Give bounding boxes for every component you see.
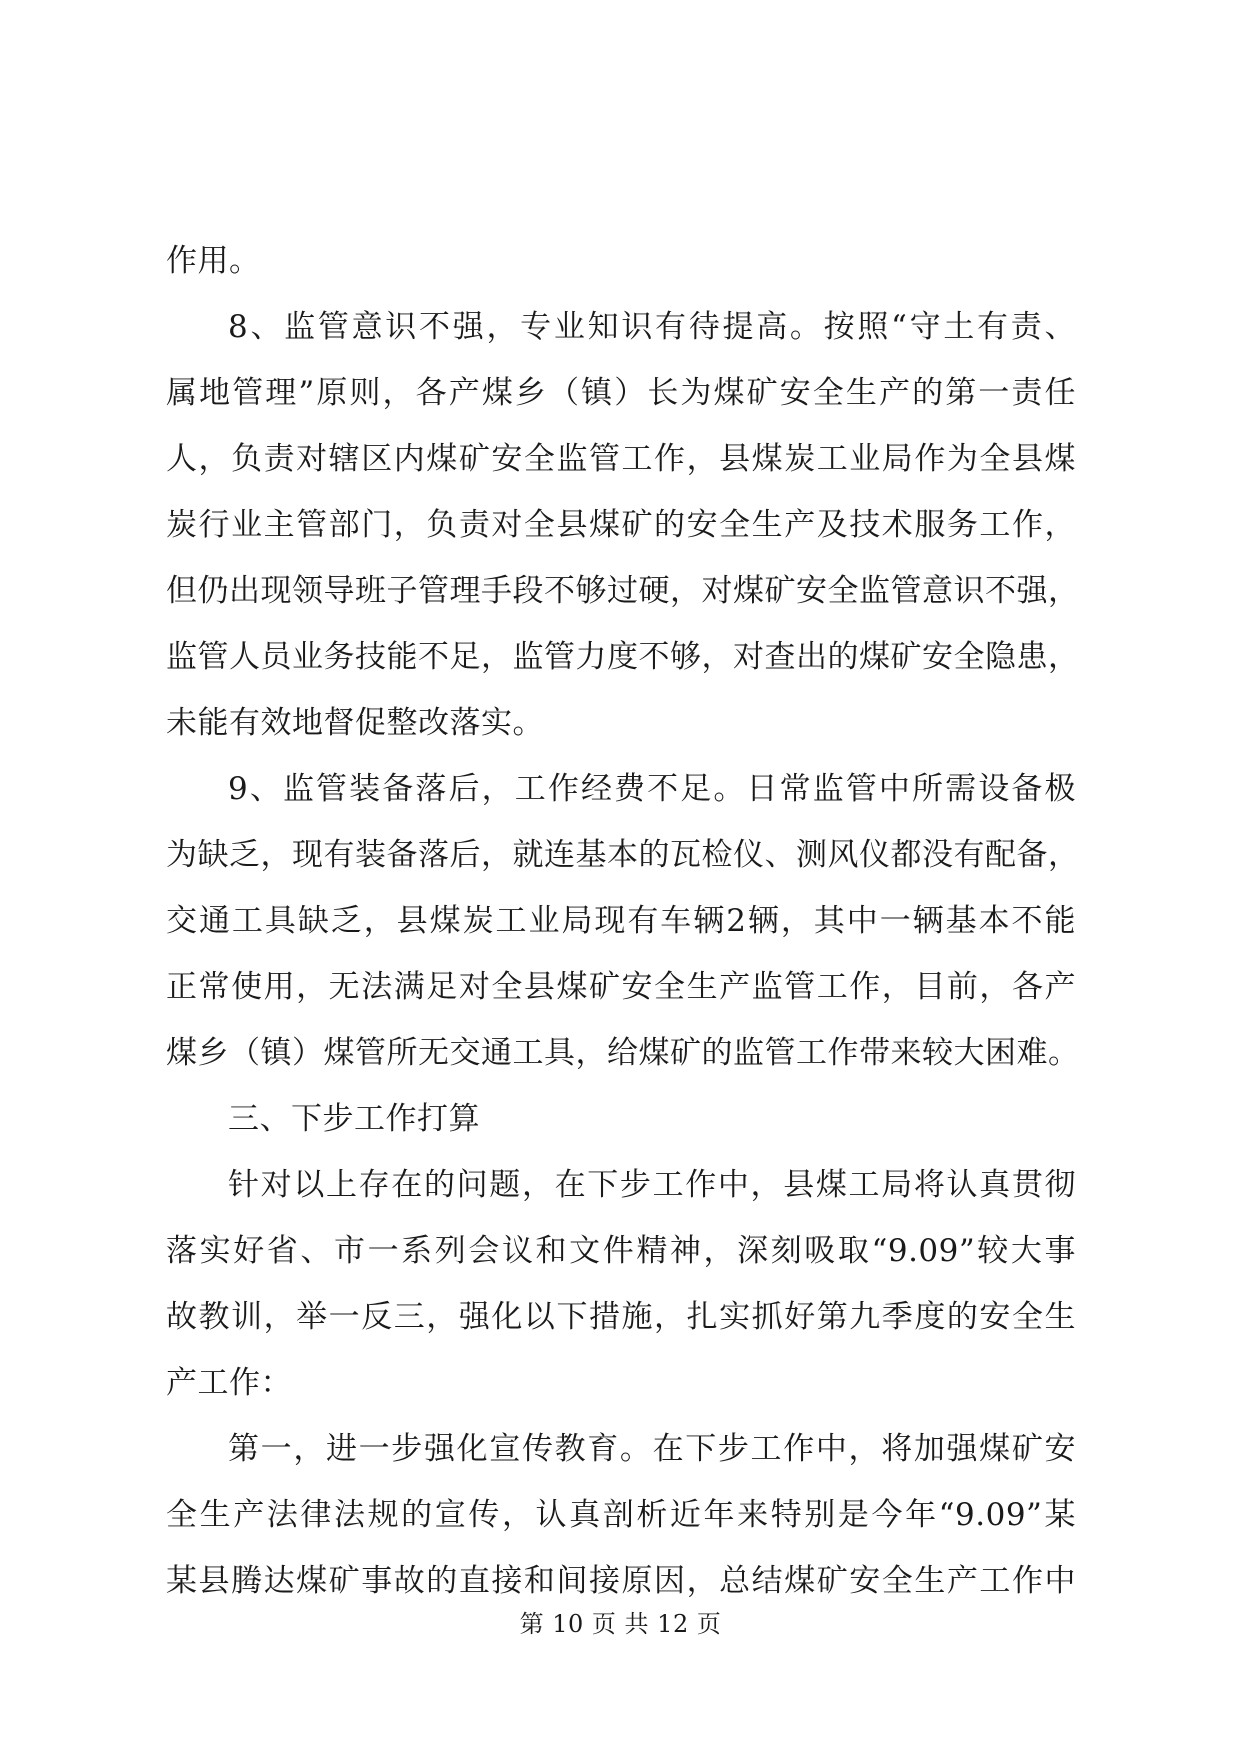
text-line: 未能有效地督促整改落实。 (166, 705, 544, 741)
text-line: 产工作： (166, 1365, 292, 1401)
text-line: 监管人员业务技能不足，监管力度不够，对查出的煤矿安全隐患， (166, 639, 1080, 675)
text-line: 交通工具缺乏，县煤炭工业局现有车辆2辆，其中一辆基本不能 (166, 903, 1076, 939)
text-line: 但仍出现领导班子管理手段不够过硬，对煤矿安全监管意识不强， (166, 573, 1080, 609)
page-footer (0, 1609, 1241, 1639)
text-line: 属地管理”原则，各产煤乡（镇）长为煤矿安全生产的第一责任 (166, 375, 1076, 411)
text-line: 为缺乏，现有装备落后，就连基本的瓦检仪、测风仪都没有配备， (166, 837, 1080, 873)
text-line: 第一，进一步强化宣传教育。在下步工作中，将加强煤矿安 (228, 1431, 1076, 1467)
text-line: 作用。 (166, 243, 261, 279)
text-line: 人，负责对辖区内煤矿安全监管工作，县煤炭工业局作为全县煤 (166, 441, 1076, 477)
text-line: 故教训，举一反三，强化以下措施，扎实抓好第九季度的安全生 (166, 1299, 1076, 1335)
body-text (166, 228, 1080, 1614)
text-line: 某县腾达煤矿事故的直接和间接原因，总结煤矿安全生产工作中 (166, 1563, 1076, 1599)
text-line: 落实好省、市一系列会议和文件精神，深刻吸取“9.09”较大事 (166, 1233, 1076, 1269)
text-line: 8、监管意识不强，专业知识有待提高。按照“守土有责、 (228, 309, 1076, 345)
text-line: 9、监管装备落后，工作经费不足。日常监管中所需设备极 (228, 771, 1076, 807)
text-line: 炭行业主管部门，负责对全县煤矿的安全生产及技术服务工作， (166, 507, 1076, 543)
text-line: 正常使用，无法满足对全县煤矿安全生产监管工作，目前，各产 (166, 969, 1076, 1005)
text-line: 三、下步工作打算 (228, 1101, 480, 1137)
text-line: 煤乡（镇）煤管所无交通工具，给煤矿的监管工作带来较大困难。 (166, 1035, 1080, 1071)
text-line: 针对以上存在的问题，在下步工作中，县煤工局将认真贯彻 (228, 1167, 1076, 1203)
text-line: 全生产法律法规的宣传，认真剖析近年来特别是今年“9.09”某 (166, 1497, 1076, 1533)
page-number: 第 10 页 共 12 页 (519, 1610, 722, 1638)
